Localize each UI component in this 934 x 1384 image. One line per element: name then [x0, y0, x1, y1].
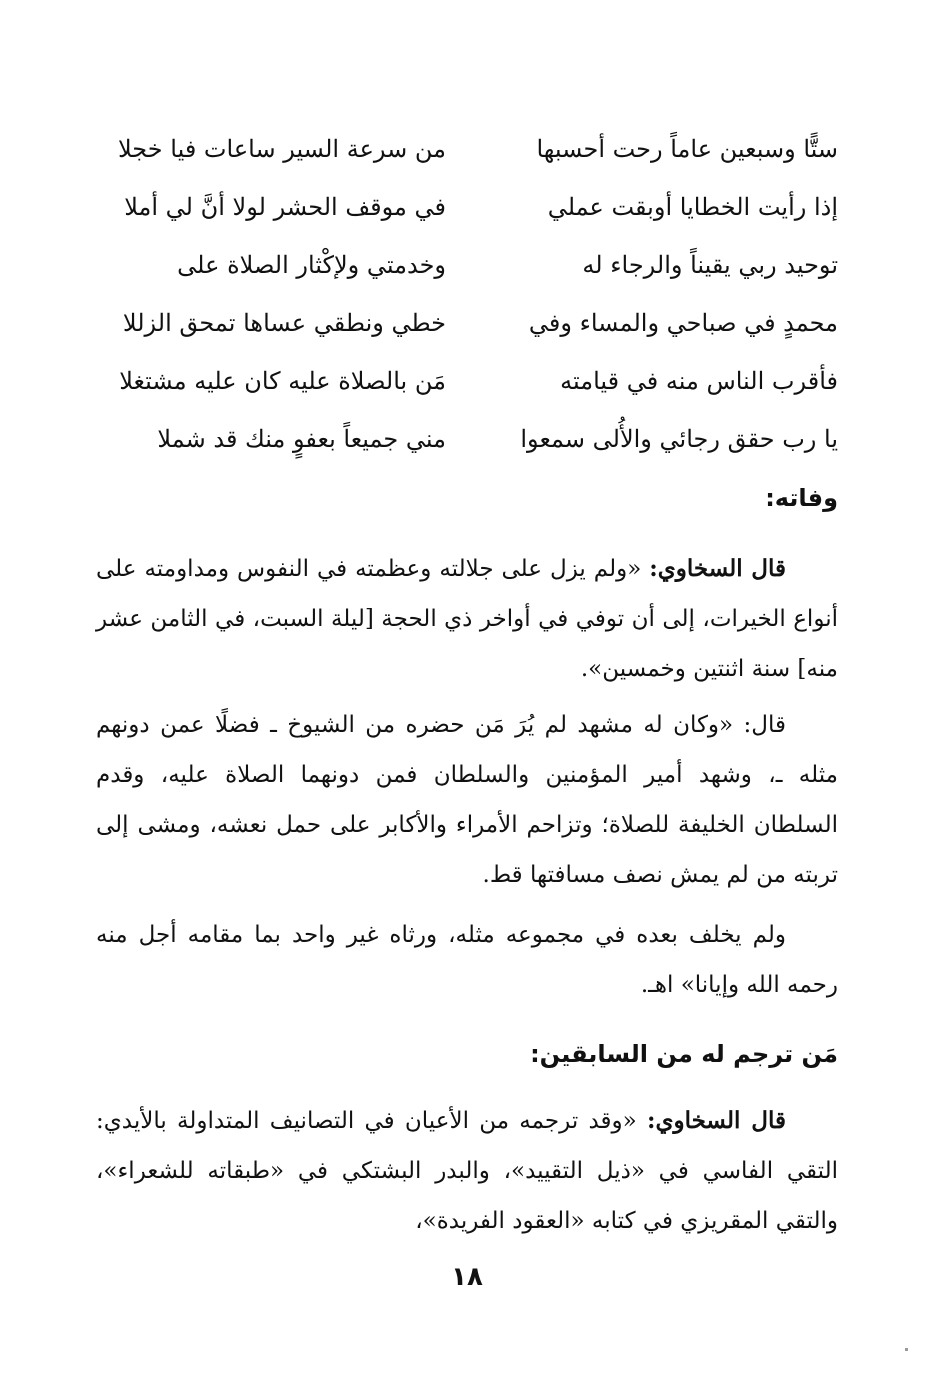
paragraph [96, 910, 838, 1010]
verse-first-hemistich: يا رب حقق رجائي والأُلى سمعوا [520, 425, 838, 453]
verse-first-hemistich: توحيد ربي يقيناً والرجاء له [582, 251, 838, 279]
paragraph [96, 1096, 838, 1246]
verse-second-hemistich: مني جميعاً بعفوٍ منك قد شملا [157, 425, 446, 453]
verse-second-hemistich: في موقف الحشر لولا أنَّ لي أملا [124, 193, 446, 221]
paragraph-lead: قال السخاوي: [649, 555, 786, 582]
poem-verse [96, 236, 838, 294]
poem-verse [96, 294, 838, 352]
poem [96, 120, 838, 468]
section-heading-predecessors: مَن ترجم له من السابقين: [530, 1040, 838, 1068]
verse-second-hemistich: من سرعة السير ساعات فيا خجلا [117, 135, 446, 163]
paragraph [96, 544, 838, 694]
paragraph-text: قال: «وكان له مشهد لم يُرَ مَن حضره من الشيوخ ـ فضلًا عمن دونهم مثله ـ، وشهد أمير المؤمنين والسلطان فمن دونهما الصلاة عليه، وقدم السلطان الخليفة للصلاة؛ وتزاحم الأمراء والأكابر على حمل نعشه، ومشى إلى تربته من لم يمش نصف مسافتها قط. [96, 712, 838, 888]
paragraph [96, 700, 838, 900]
poem-verse [96, 410, 838, 468]
poem-verse [96, 178, 838, 236]
paragraph-lead: قال السخاوي: [646, 1107, 786, 1134]
page-number: ١٨ [451, 1262, 483, 1292]
poem-verse [96, 120, 838, 178]
verse-first-hemistich: ستًّا وسبعين عاماً رحت أحسبها [536, 135, 838, 163]
paragraph-text: «وقد ترجمه من الأعيان في التصانيف المتداولة بالأيدي: التقي الفاسي في «ذيل التقييد»، والبدر البشتكي في «طبقاته للشعراء»، والتقي المقريزي في كتابه «العقود الفريدة»، [96, 1108, 838, 1234]
verse-second-hemistich: مَن بالصلاة عليه كان عليه مشتغلا [119, 367, 446, 395]
section-heading-death: وفاته: [765, 484, 838, 512]
paragraph-text: «ولم يزل على جلالته وعظمته في النفوس ومداومته على أنواع الخيرات، إلى أن توفي في أواخر ذي الحجة [ليلة السبت، في الثامن عشر منه] سنة اثنتين وخمسين». [96, 556, 838, 682]
poem-verse [96, 352, 838, 410]
verse-first-hemistich: إذا رأيت الخطايا أوبقت عملي [547, 193, 838, 221]
paragraph-text: ولم يخلف بعده في مجموعه مثله، ورثاه غير واحد بما مقامه أجل منه رحمه الله وإيانا» اهـ. [96, 922, 838, 998]
verse-second-hemistich: وخدمتي ولإكْثار الصلاة على [177, 251, 446, 279]
scan-speck [905, 1348, 908, 1351]
verse-second-hemistich: خطي ونطقي عساها تمحق الزللا [122, 309, 446, 337]
verse-first-hemistich: محمدٍ في صباحي والمساء وفي [528, 309, 838, 337]
verse-first-hemistich: فأقرب الناس منه في قيامته [560, 367, 838, 395]
